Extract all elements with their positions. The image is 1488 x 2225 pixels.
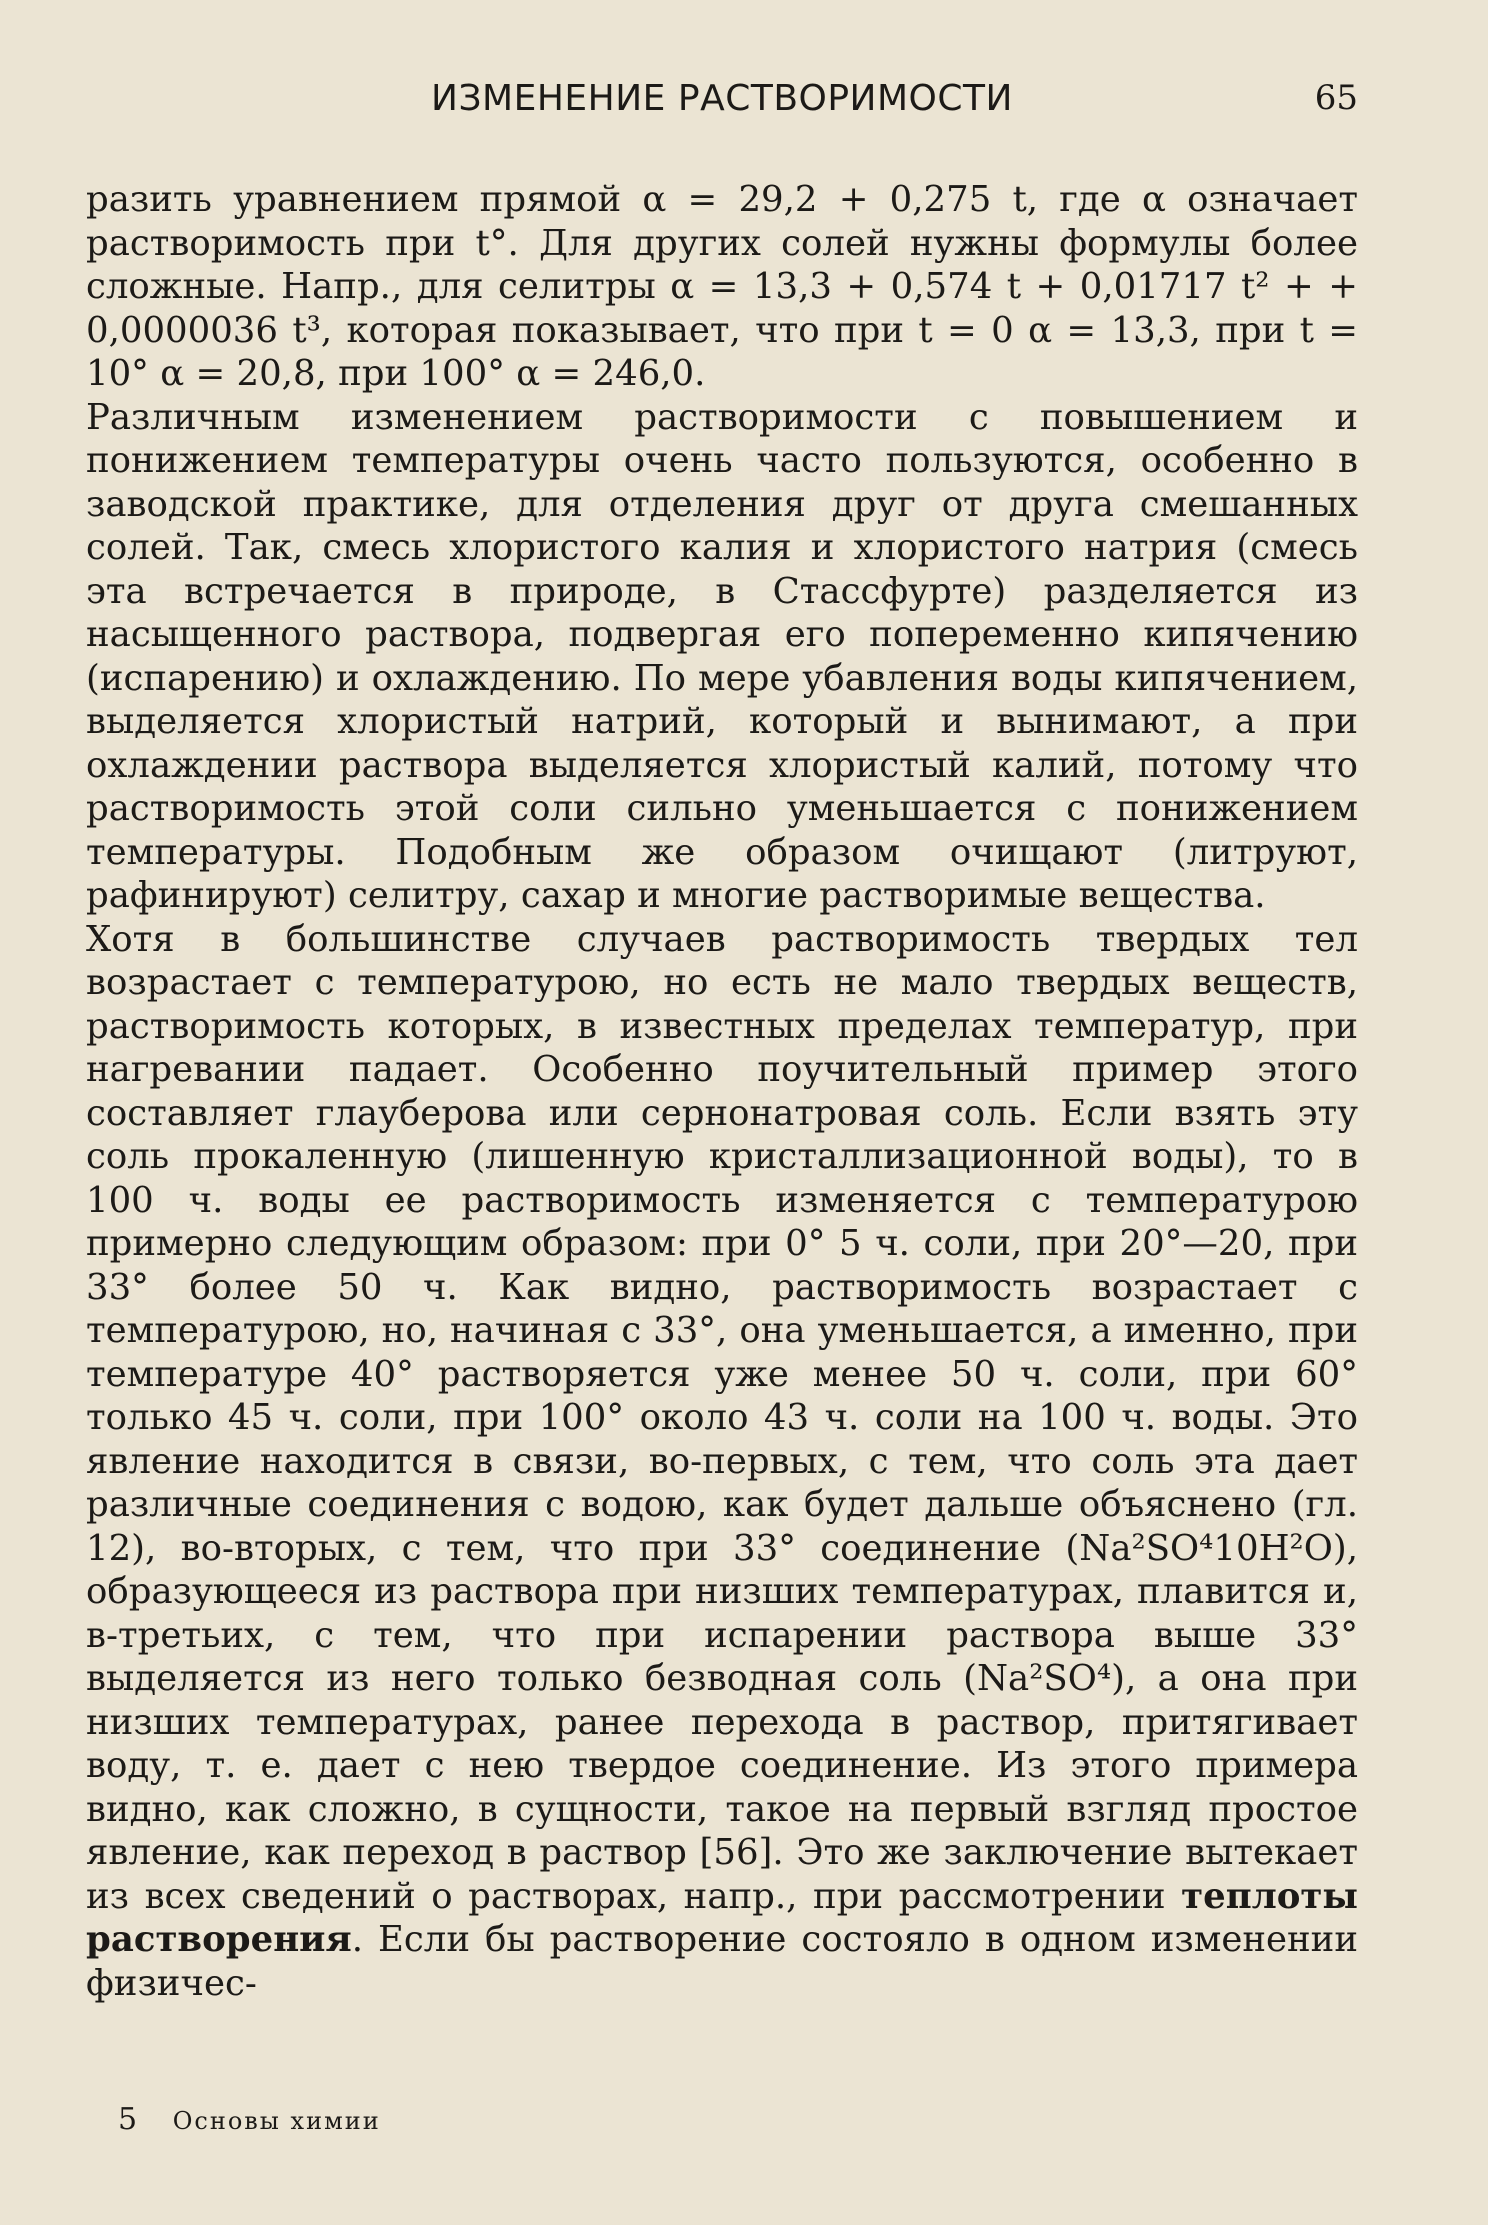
signature-footer xyxy=(118,2102,381,2137)
paragraph-separation-of-salts: Различным изменением растворимости с повышением и понижением температуры очень часто пользуются, особенно в заводской практике, для отделения друг от друга смешанных солей. Так, смесь хлористого калия и хлористого натрия (смесь эта встречается в природе, в Стассфурте) разделяется из насыщенного раствора, подвергая его попеременно кипячению (испарению) и охлаждению. По мере убавления воды кипячением, выделяется хлористый натрий, который и вынимают, а при охлаждении раствора выделяется хлористый калий, потому что растворимость этой соли сильно уменьшается с понижением температуры. Подобным же образом очищают (литруют, рафинируют) селитру, сахар и многие растворимые вещества. xyxy=(86,396,1358,916)
page-number: 65 xyxy=(1314,78,1358,118)
body-text xyxy=(86,178,1358,2005)
signature-title: Основы химии xyxy=(172,2107,381,2135)
bold-term: теплоты растворения xyxy=(86,1875,1358,1960)
running-title: ИЗМЕНЕНИЕ РАСТВОРИМОСТИ xyxy=(431,78,1013,119)
paragraph-text-end: . Если бы растворение состояло в одном изменении физичес- xyxy=(86,1919,1358,2004)
signature-number: 5 xyxy=(118,2102,138,2137)
paragraph-continuation: разить уравнением прямой α = 29,2 + 0,275 t, где α означает растворимость при t°. Для других солей нужны формулы более сложные. Напр., для селитры α = 13,3 + 0,574 t + 0,01717 t² + + 0,0000036 t³, которая показывает, что при t = 0 α = 13,3, при t = 10° α = 20,8, при 100° α = 246,0. xyxy=(86,179,1358,394)
paragraph-glauber-salt xyxy=(86,918,1358,2006)
paragraph-text: Хотя в большинстве случаев растворимость твердых тел возрастает с температурою, но есть не мало твердых веществ, растворимость которых, в известных пределах температур, при нагревании падает. Особенно поучительный пример этого составляет глауберова или сернонатровая соль. Если взять эту соль прокаленную (лишенную кристаллизационной воды), то в 100 ч. воды ее растворимость изменяется с температурою примерно следующим образом: при 0° 5 ч. соли, при 20°—20, при 33° более 50 ч. Как видно, растворимость возрастает с температурою, но, начиная с 33°, она уменьшается, а именно, при температуре 40° растворяется уже менее 50 ч. соли, при 60° только 45 ч. соли, при 100° около 43 ч. соли на 100 ч. воды. Это явление находится в связи, во-первых, с тем, что соль эта дает различные соединения с водою, как будет дальше объяснено (гл. 12), во-вторых, с тем, что при 33° соединение (Na²SO⁴10H²O), образующееся из раствора при низших температурах, плавится и, в-третьих, с тем, что при испарении раствора выше 33° выделяется из него только безводная соль (Na²SO⁴), а она при низших температурах, ранее перехода в раствор, притягивает воду, т. е. дает с нею твердое соединение. Из этого примера видно, как сложно, в сущности, такое на первый взгляд простое явление, как переход в раствор [56]. Это же заключение вытекает из всех сведений о растворах, напр., при рассмотрении xyxy=(86,918,1358,1917)
running-header xyxy=(86,78,1358,138)
